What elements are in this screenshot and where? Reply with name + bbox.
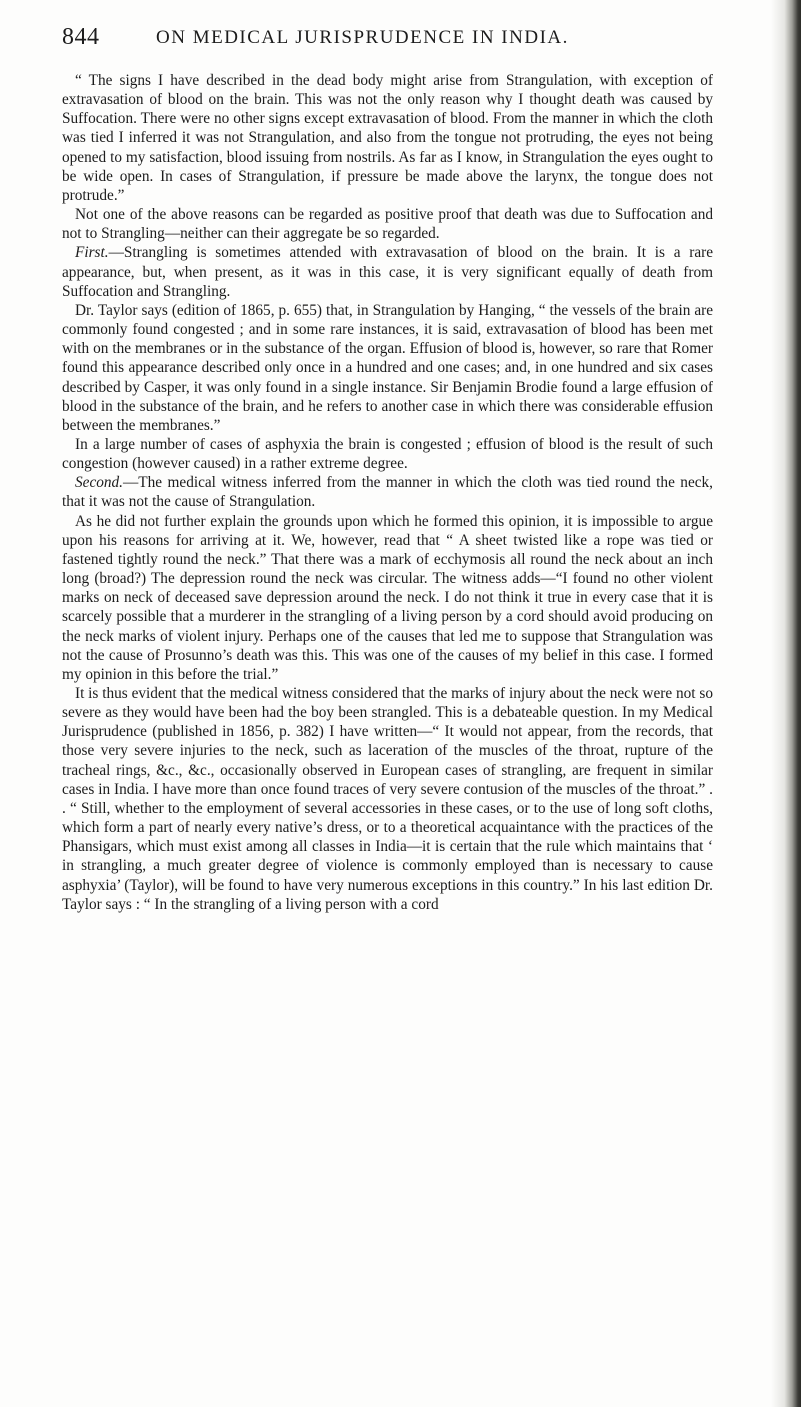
- text-run: “ The signs I have described in the dead body might arise from Strangulation, with exception of extravasation of blood on the brain. This was not the only reason why I thought death was caused by Suffocation. There were no other signs except extravasation of blood. From the manner in which the cloth was tied I inferred it was not Strangulation, and also from the tongue not protruding, the eyes not being opened to my satisfaction, blood issuing from nostrils. As far as I know, in Strangulation the eyes ought to be wide open. In cases of Strangulation, if pressure be made above the larynx, the tongue does not protrude.”: [62, 72, 713, 204]
- text-run: Dr. Taylor says (edition of 1865, p. 655) that, in Strangulation by Hanging, “ the vessels of the brain are commonly found congested ; and in some rare instances, it is said, extravasation of blood has been met with on the membranes or in the substance of the organ. Effusion of blood is, however, so rare that Romer found this appearance described only once in a hundred and one cases; and, in one hundred and six cases described by Casper, it was only found in a single instance. Sir Benjamin Brodie found a large effusion of blood in the substance of the brain, and he refers to another case in which there was considerable effusion between the membranes.”: [62, 301, 713, 434]
- paragraph: [62, 301, 713, 435]
- text-run: In a large number of cases of asphyxia the brain is congested ; effusion of blood is the result of such congestion (however caused) in a rather extreme degree.: [62, 435, 713, 473]
- paragraph-heading: First.: [75, 244, 109, 262]
- page-number: 844: [62, 24, 100, 50]
- paragraph: [62, 473, 713, 511]
- paragraph-heading: Second.: [75, 474, 123, 492]
- page-edge-shadow: [771, 0, 801, 1407]
- body-text: [62, 71, 713, 914]
- paragraph: [62, 435, 713, 473]
- paragraph: [62, 512, 713, 684]
- paragraph: [62, 205, 713, 243]
- text-run: —The medical witness inferred from the manner in which the cloth was tied round the neck, that it was not the cause of Strangulation.: [62, 474, 713, 511]
- text-run: As he did not further explain the grounds upon which he formed this opinion, it is impossible to argue upon his reasons for arriving at it. We, however, read that “ A sheet twisted like a rope was tied or fastened tightly round the neck.” That there was a mark of ecchymosis all round the neck about an inch long (broad?) The depression round the neck was circular. The witness adds—“I found no other violent marks on neck of deceased save depression around the neck. I do not think it true in every case that it is scarcely possible that a murderer in the strangling of a living person by a cord should avoid producing on the neck marks of violent injury. Perhaps one of the causes that led me to suppose that Strangulation was not the cause of Prosunno’s death was this. This was one of the causes of my belief in this case. I formed my opinion in this before the trial.”: [62, 512, 713, 683]
- paragraph: [62, 243, 713, 300]
- text-run: It is thus evident that the medical witness considered that the marks of injury about the neck were not so severe as they would have been had the boy been strangled. This is a debateable question. In my Medical Jurisprudence (published in 1856, p. 382) I have written—“ It would not appear, from the records, that those very severe injuries to the neck, such as laceration of the muscles of the throat, rupture of the tracheal rings, &c., &c., occasionally observed in European cases of strangling, are frequent in similar cases in India. I have more than once found traces of very severe contusion of the muscles of the throat.” . . “ Still, whether to the employment of several accessories in these cases, or to the use of long soft cloths, which form a part of nearly every native’s dress, or to a theoretical acquaintance with the practices of the Phansigars, which must exist among all classes in India—it is certain that the rule which maintains that ‘ in strangling, a much greater degree of violence is commonly employed than is necessary to cause asphyxia’ (Taylor), will be found to have very numerous exceptions in this country.” In his last edition Dr. Taylor says : “ In the strangling of a living person with a cord: [62, 685, 713, 913]
- text-run: —Strangling is sometimes attended with extravasation of blood on the brain. It is a rare appearance, but, when present, as it was in this case, it is very significant equally of death from Suffocation and Strangling.: [62, 244, 713, 300]
- page-header: [62, 24, 762, 50]
- paragraph: [62, 684, 713, 914]
- paragraph: [62, 71, 713, 205]
- running-title: ON MEDICAL JURISPRUDENCE IN INDIA.: [156, 27, 569, 48]
- text-run: Not one of the above reasons can be regarded as positive proof that death was due to Suffocation and not to Strangling—neither can their aggregate be so regarded.: [62, 206, 713, 243]
